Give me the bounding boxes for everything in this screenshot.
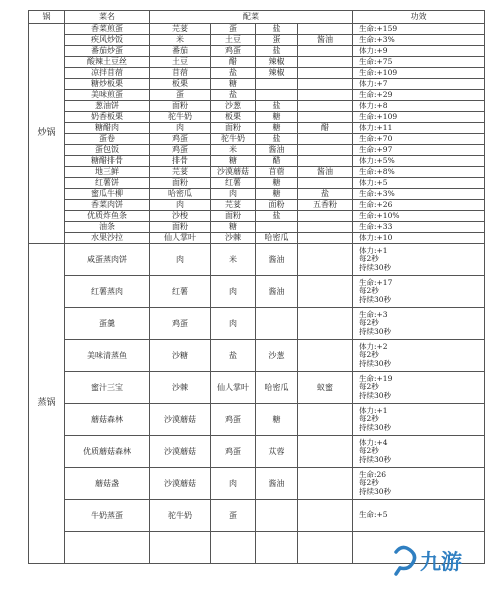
table-row bbox=[29, 308, 485, 340]
table-row bbox=[29, 200, 485, 211]
effect-line: 每2秒 bbox=[359, 382, 379, 392]
dish-name-cell: 红薯蒸肉 bbox=[65, 276, 150, 308]
dish-name-cell: 糖醋排骨 bbox=[65, 156, 150, 167]
effect-cell bbox=[353, 222, 485, 233]
dish-name-cell: 优质蘑菇森林 bbox=[65, 436, 150, 468]
pot-type-cell: 炒锅 bbox=[29, 24, 65, 244]
ingredient-cell: 盐 bbox=[211, 90, 256, 101]
ingredient-cell: 番茄 bbox=[150, 46, 211, 57]
ingredient-cell: 沙葱 bbox=[256, 340, 298, 372]
ingredient-cell bbox=[256, 79, 298, 90]
effect-line: 生命:+29 bbox=[359, 89, 393, 99]
ingredient-cell: 红薯 bbox=[211, 178, 256, 189]
ingredient-cell: 五香粉 bbox=[298, 200, 353, 211]
table-row bbox=[29, 35, 485, 46]
effect-line: 体力:+8 bbox=[359, 100, 388, 110]
ingredient-cell bbox=[298, 500, 353, 532]
effect-line: 每2秒 bbox=[359, 414, 379, 424]
ingredient-cell: 盐 bbox=[211, 340, 256, 372]
table-row bbox=[29, 222, 485, 233]
recipe-document bbox=[28, 10, 484, 582]
effect-line: 生命:+109 bbox=[359, 67, 398, 77]
ingredient-cell: 糖 bbox=[211, 79, 256, 90]
ingredient-cell: 糖 bbox=[256, 123, 298, 134]
effect-line: 生命:26 bbox=[359, 469, 387, 479]
dish-name-cell: 蛋包饭 bbox=[65, 145, 150, 156]
effect-line: 每2秒 bbox=[359, 446, 379, 456]
effect-line: 持续30秒 bbox=[359, 294, 392, 304]
effect-line: 生命:+97 bbox=[359, 144, 393, 154]
ingredient-cell: 苁蓉 bbox=[256, 436, 298, 468]
effect-cell bbox=[353, 79, 485, 90]
table-header-row bbox=[29, 11, 485, 24]
ingredient-cell: 沙棘 bbox=[150, 372, 211, 404]
dish-name-cell: 香菜煎蛋 bbox=[65, 24, 150, 35]
header-ingredients: 配菜 bbox=[150, 11, 353, 24]
ingredient-cell: 酱油 bbox=[298, 167, 353, 178]
ingredient-cell bbox=[256, 308, 298, 340]
dish-name-cell: 优质炸鱼条 bbox=[65, 211, 150, 222]
effect-cell bbox=[353, 101, 485, 112]
ingredient-cell: 仙人掌叶 bbox=[150, 233, 211, 244]
dish-name-cell: 牛奶蒸蛋 bbox=[65, 500, 150, 532]
ingredient-cell: 蚁蜜 bbox=[298, 372, 353, 404]
dish-name-cell: 疾风炒饭 bbox=[65, 35, 150, 46]
ingredient-cell: 芫荽 bbox=[150, 167, 211, 178]
ingredient-cell bbox=[256, 222, 298, 233]
table-row bbox=[29, 123, 485, 134]
ingredient-cell: 盐 bbox=[256, 46, 298, 57]
table-row bbox=[29, 145, 485, 156]
table-row bbox=[29, 156, 485, 167]
table-row bbox=[29, 340, 485, 372]
ingredient-cell: 沙棘 bbox=[211, 233, 256, 244]
effect-line: 生命:+26 bbox=[359, 199, 393, 209]
ingredient-cell bbox=[298, 145, 353, 156]
ingredient-cell: 盐 bbox=[256, 24, 298, 35]
effect-line: 持续30秒 bbox=[359, 454, 392, 464]
ingredient-cell: 酱油 bbox=[298, 35, 353, 46]
effect-cell bbox=[353, 244, 485, 276]
effect-cell bbox=[353, 500, 485, 532]
ingredient-cell: 鸡蛋 bbox=[150, 308, 211, 340]
effect-line: 体力:+9 bbox=[359, 45, 388, 55]
effect-line: 每2秒 bbox=[359, 478, 379, 488]
dish-name-cell: 油条 bbox=[65, 222, 150, 233]
ingredient-cell: 醋 bbox=[298, 123, 353, 134]
effect-cell bbox=[353, 189, 485, 200]
ingredient-cell: 土豆 bbox=[150, 57, 211, 68]
ingredient-cell: 蛋 bbox=[256, 35, 298, 46]
effect-line: 生命:+5 bbox=[359, 510, 388, 520]
effect-cell bbox=[353, 156, 485, 167]
ingredient-cell: 面粉 bbox=[150, 101, 211, 112]
dish-name-cell: 蘑菇盏 bbox=[65, 468, 150, 500]
dish-name-cell: 蛋羹 bbox=[65, 308, 150, 340]
effect-line: 持续30秒 bbox=[359, 326, 392, 336]
ingredient-cell bbox=[298, 178, 353, 189]
dish-name-cell: 水果沙拉 bbox=[65, 233, 150, 244]
ingredient-cell: 醋 bbox=[211, 57, 256, 68]
table-row bbox=[29, 276, 485, 308]
table-row bbox=[29, 24, 485, 35]
ingredient-cell: 醋 bbox=[256, 156, 298, 167]
ingredient-cell: 肉 bbox=[150, 200, 211, 211]
table-row bbox=[29, 134, 485, 145]
ingredient-cell: 面粉 bbox=[211, 211, 256, 222]
ingredient-cell: 酱油 bbox=[256, 244, 298, 276]
ingredient-cell: 肉 bbox=[211, 276, 256, 308]
header-pot: 锅 bbox=[29, 11, 65, 24]
effect-line: 生命:+19 bbox=[359, 373, 393, 383]
ingredient-cell bbox=[298, 112, 353, 123]
ingredient-cell: 鸡蛋 bbox=[150, 145, 211, 156]
ingredient-cell: 沙漠蘑菇 bbox=[150, 468, 211, 500]
effect-cell bbox=[353, 372, 485, 404]
ingredient-cell: 蛋 bbox=[211, 24, 256, 35]
dish-name-cell: 美味清蒸鱼 bbox=[65, 340, 150, 372]
effect-cell bbox=[353, 404, 485, 436]
effect-line: 生命:+10% bbox=[359, 210, 400, 220]
ingredient-cell: 面粉 bbox=[211, 123, 256, 134]
dish-name-cell: 蜜瓜牛柳 bbox=[65, 189, 150, 200]
effect-line: 每2秒 bbox=[359, 286, 379, 296]
table-row bbox=[29, 57, 485, 68]
header-dish-name: 菜名 bbox=[65, 11, 150, 24]
table-row bbox=[29, 211, 485, 222]
ingredient-cell: 面粉 bbox=[150, 178, 211, 189]
effect-line: 体力:+1 bbox=[359, 245, 388, 255]
effect-line: 生命:+109 bbox=[359, 111, 398, 121]
effect-line: 体力:+11 bbox=[359, 122, 393, 132]
effect-line: 持续30秒 bbox=[359, 486, 392, 496]
ingredient-cell: 糖 bbox=[256, 189, 298, 200]
effect-cell bbox=[353, 233, 485, 244]
ingredient-cell: 排骨 bbox=[150, 156, 211, 167]
ingredient-cell bbox=[256, 532, 298, 564]
ingredient-cell: 糖 bbox=[256, 178, 298, 189]
ingredient-cell: 苜蓿 bbox=[256, 167, 298, 178]
effect-cell bbox=[353, 112, 485, 123]
ingredient-cell: 酱油 bbox=[256, 468, 298, 500]
dish-name-cell: 奶香板栗 bbox=[65, 112, 150, 123]
effect-cell bbox=[353, 145, 485, 156]
effect-cell bbox=[353, 308, 485, 340]
ingredient-cell: 红薯 bbox=[150, 276, 211, 308]
table-row bbox=[29, 404, 485, 436]
table-row bbox=[29, 436, 485, 468]
table-row bbox=[29, 189, 485, 200]
ingredient-cell bbox=[298, 308, 353, 340]
effect-line: 生命:+8% bbox=[359, 166, 395, 176]
effect-line: 持续30秒 bbox=[359, 422, 392, 432]
ingredient-cell: 盐 bbox=[256, 211, 298, 222]
ingredient-cell: 沙葱 bbox=[211, 101, 256, 112]
dish-name-cell: 美味煎蛋 bbox=[65, 90, 150, 101]
pot-type-cell: 蒸锅 bbox=[29, 244, 65, 564]
ingredient-cell bbox=[256, 500, 298, 532]
dish-name-cell: 香菜肉饼 bbox=[65, 200, 150, 211]
ingredient-cell: 肉 bbox=[211, 308, 256, 340]
ingredient-cell: 米 bbox=[150, 35, 211, 46]
ingredient-cell: 苜蓿 bbox=[150, 68, 211, 79]
watermark-text: 九游 bbox=[420, 550, 462, 574]
ingredient-cell: 米 bbox=[211, 145, 256, 156]
ingredient-cell: 面粉 bbox=[150, 222, 211, 233]
dish-name-cell: 酸辣土豆丝 bbox=[65, 57, 150, 68]
ingredient-cell: 酱油 bbox=[256, 145, 298, 156]
effect-line: 持续30秒 bbox=[359, 390, 392, 400]
ingredient-cell: 米 bbox=[211, 244, 256, 276]
ingredient-cell bbox=[298, 532, 353, 564]
effect-cell bbox=[353, 211, 485, 222]
effect-cell bbox=[353, 178, 485, 189]
effect-cell bbox=[353, 90, 485, 101]
dish-name-cell: 糖醋肉 bbox=[65, 123, 150, 134]
effect-line: 生命:+33 bbox=[359, 221, 393, 231]
ingredient-cell: 哈密瓜 bbox=[256, 372, 298, 404]
ingredient-cell: 哈密瓜 bbox=[150, 189, 211, 200]
ingredient-cell: 糖 bbox=[211, 222, 256, 233]
dish-name-cell: 番茄炒蛋 bbox=[65, 46, 150, 57]
table-row bbox=[29, 233, 485, 244]
ingredient-cell: 糖 bbox=[256, 404, 298, 436]
effect-line: 每2秒 bbox=[359, 318, 379, 328]
dish-name-cell: 地三鲜 bbox=[65, 167, 150, 178]
ingredient-cell: 辣椒 bbox=[256, 68, 298, 79]
effect-cell bbox=[353, 123, 485, 134]
ingredient-cell: 驼牛奶 bbox=[150, 112, 211, 123]
table-row bbox=[29, 178, 485, 189]
ingredient-cell bbox=[298, 68, 353, 79]
effect-line: 体力:+4 bbox=[359, 437, 388, 447]
ingredient-cell: 鸡蛋 bbox=[150, 134, 211, 145]
ingredient-cell: 沙漠蘑菇 bbox=[211, 167, 256, 178]
table-row bbox=[29, 79, 485, 90]
ingredient-cell: 芫荽 bbox=[150, 24, 211, 35]
effect-cell bbox=[353, 200, 485, 211]
ingredient-cell: 盐 bbox=[256, 101, 298, 112]
table-row bbox=[29, 68, 485, 79]
recipe-table bbox=[28, 10, 485, 564]
ingredient-cell bbox=[298, 101, 353, 112]
dish-name-cell: 蛋卷 bbox=[65, 134, 150, 145]
effect-cell bbox=[353, 167, 485, 178]
ingredient-cell: 肉 bbox=[211, 468, 256, 500]
dish-name-cell: 红薯饼 bbox=[65, 178, 150, 189]
ingredient-cell: 肉 bbox=[150, 244, 211, 276]
ingredient-cell: 板栗 bbox=[211, 112, 256, 123]
dish-name-cell: 糖炒板栗 bbox=[65, 79, 150, 90]
effect-line: 体力:+5% bbox=[359, 155, 395, 165]
table-row bbox=[29, 500, 485, 532]
ingredient-cell bbox=[298, 24, 353, 35]
ingredient-cell: 蛋 bbox=[150, 90, 211, 101]
effect-cell bbox=[353, 276, 485, 308]
table-row bbox=[29, 46, 485, 57]
table-row bbox=[29, 468, 485, 500]
effect-line: 体力:+1 bbox=[359, 405, 388, 415]
ingredient-cell: 沙漠蘑菇 bbox=[150, 404, 211, 436]
ingredient-cell bbox=[298, 222, 353, 233]
ingredient-cell bbox=[298, 211, 353, 222]
table-row bbox=[29, 112, 485, 123]
ingredient-cell: 仙人掌叶 bbox=[211, 372, 256, 404]
ingredient-cell bbox=[298, 468, 353, 500]
effect-line: 生命:+17 bbox=[359, 277, 393, 287]
table-row bbox=[29, 372, 485, 404]
effect-line: 持续30秒 bbox=[359, 358, 392, 368]
ingredient-cell bbox=[298, 79, 353, 90]
effect-line: 生命:+3 bbox=[359, 309, 388, 319]
effect-cell bbox=[353, 468, 485, 500]
table-row bbox=[29, 167, 485, 178]
dish-name-cell: 蘑菇森林 bbox=[65, 404, 150, 436]
dish-name-cell: 咸蛋蒸肉饼 bbox=[65, 244, 150, 276]
ingredient-cell: 驼牛奶 bbox=[150, 500, 211, 532]
ingredient-cell bbox=[298, 233, 353, 244]
table-body bbox=[29, 24, 485, 564]
ingredient-cell: 肉 bbox=[211, 189, 256, 200]
effect-line: 体力:+2 bbox=[359, 341, 388, 351]
ingredient-cell bbox=[298, 340, 353, 372]
table-row bbox=[29, 244, 485, 276]
ingredient-cell: 哈密瓜 bbox=[256, 233, 298, 244]
effect-line: 生命:+3% bbox=[359, 188, 395, 198]
effect-line: 生命:+3% bbox=[359, 34, 395, 44]
effect-cell bbox=[353, 68, 485, 79]
effect-line: 每2秒 bbox=[359, 350, 379, 360]
effect-line: 每2秒 bbox=[359, 254, 379, 264]
dish-name-cell: 葱油饼 bbox=[65, 101, 150, 112]
ingredient-cell: 鸡蛋 bbox=[211, 404, 256, 436]
ingredient-cell bbox=[298, 404, 353, 436]
ingredient-cell bbox=[298, 156, 353, 167]
effect-cell bbox=[353, 436, 485, 468]
ingredient-cell: 盐 bbox=[211, 68, 256, 79]
ingredient-cell: 糖 bbox=[256, 112, 298, 123]
ingredient-cell: 糖 bbox=[211, 156, 256, 167]
ingredient-cell bbox=[298, 244, 353, 276]
effect-cell bbox=[353, 35, 485, 46]
ingredient-cell bbox=[150, 532, 211, 564]
ingredient-cell bbox=[211, 532, 256, 564]
ingredient-cell: 酱油 bbox=[256, 276, 298, 308]
ingredient-cell: 鸡蛋 bbox=[211, 436, 256, 468]
table-row bbox=[29, 101, 485, 112]
ingredient-cell: 盐 bbox=[256, 134, 298, 145]
effect-cell bbox=[353, 134, 485, 145]
ingredient-cell: 盐 bbox=[298, 189, 353, 200]
dish-name-cell: 凉拌苜蓿 bbox=[65, 68, 150, 79]
header-effect: 功效 bbox=[353, 11, 485, 24]
effect-line: 体力:+10 bbox=[359, 232, 393, 242]
effect-cell bbox=[353, 57, 485, 68]
dish-name-cell: 蜜汁三宝 bbox=[65, 372, 150, 404]
ingredient-cell: 肉 bbox=[150, 123, 211, 134]
effect-cell bbox=[353, 340, 485, 372]
ingredient-cell bbox=[298, 436, 353, 468]
ingredient-cell: 鸡蛋 bbox=[211, 46, 256, 57]
jiuyou-watermark-logo bbox=[390, 542, 476, 578]
ingredient-cell: 土豆 bbox=[211, 35, 256, 46]
ingredient-cell: 沙糖 bbox=[150, 340, 211, 372]
table-row bbox=[29, 90, 485, 101]
ingredient-cell: 板栗 bbox=[150, 79, 211, 90]
ingredient-cell bbox=[298, 276, 353, 308]
effect-cell bbox=[353, 24, 485, 35]
ingredient-cell bbox=[298, 90, 353, 101]
effect-line: 生命:+75 bbox=[359, 56, 393, 66]
ingredient-cell: 驼牛奶 bbox=[211, 134, 256, 145]
ingredient-cell: 蛋 bbox=[211, 500, 256, 532]
effect-line: 生命:+70 bbox=[359, 133, 393, 143]
ingredient-cell: 沙梭 bbox=[150, 211, 211, 222]
effect-cell bbox=[353, 46, 485, 57]
effect-line: 体力:+7 bbox=[359, 78, 388, 88]
effect-line: 生命:+159 bbox=[359, 23, 398, 33]
ingredient-cell bbox=[298, 57, 353, 68]
effect-line: 持续30秒 bbox=[359, 262, 392, 272]
ingredient-cell bbox=[298, 134, 353, 145]
ingredient-cell: 面粉 bbox=[256, 200, 298, 211]
ingredient-cell: 芫荽 bbox=[211, 200, 256, 211]
ingredient-cell bbox=[256, 90, 298, 101]
ingredient-cell: 沙漠蘑菇 bbox=[150, 436, 211, 468]
ingredient-cell: 辣椒 bbox=[256, 57, 298, 68]
dish-name-cell bbox=[65, 532, 150, 564]
effect-line: 体力:+5 bbox=[359, 177, 388, 187]
ingredient-cell bbox=[298, 46, 353, 57]
